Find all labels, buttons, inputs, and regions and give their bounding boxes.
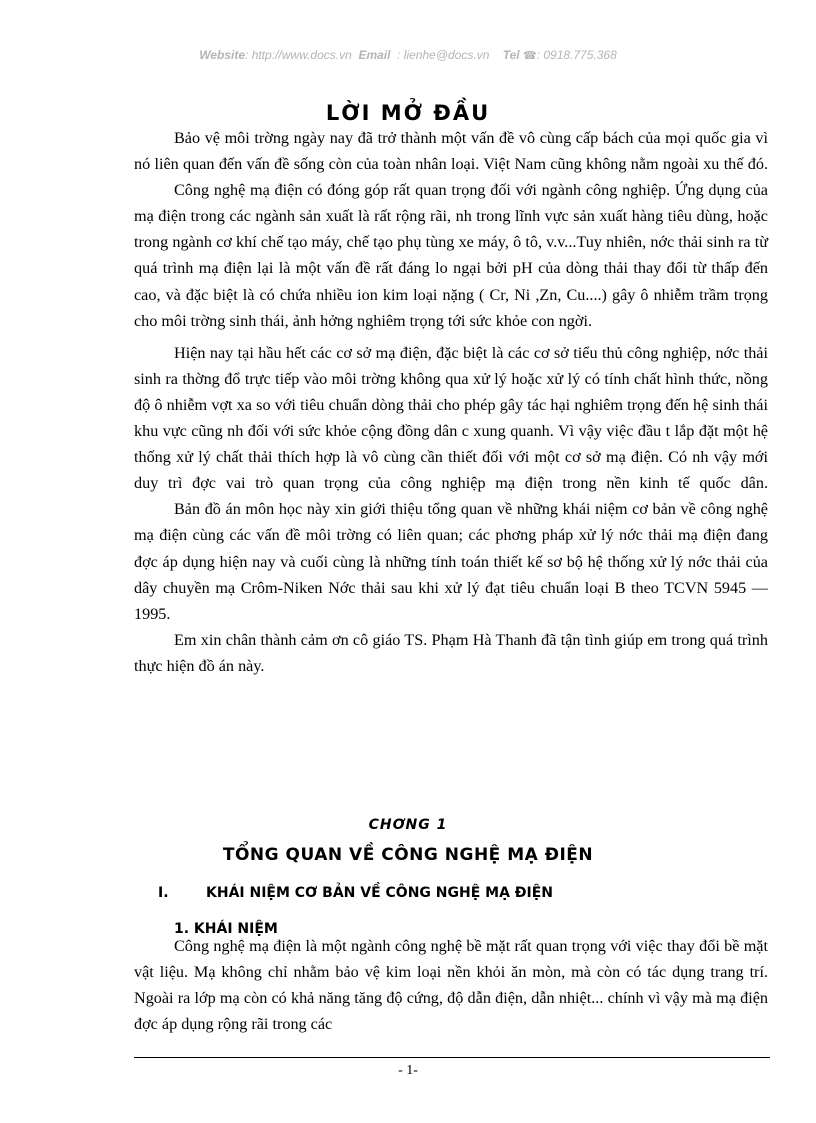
tel-label: Tel [502, 48, 520, 62]
intro-section [134, 125, 768, 679]
intro-paragraph-4: Bản đồ án môn học này xin giới thiệu tổng quan về những khái niệm cơ bản về công nghệ mạ điện cùng các vấn đề môi trờng có liên quan; các phơng pháp xử lý nớc thải mạ điện đang đợc áp dụng hiện nay và cuối cùng là những tính toán thiết kế sơ bộ hệ thống xử lý nớc thải của dây chuyền mạ Crôm-Niken Nớc thải sau khi xử lý đạt tiêu chuẩn loại B theo TCVN 5945 — 1995. [134, 500, 768, 623]
intro-paragraph-3: Hiện nay tại hầu hết các cơ sở mạ điện, đặc biệt là các cơ sở tiểu thủ công nghiệp, nớc thải sinh ra thờng đổ trực tiếp vào môi trờng không qua xử lý hoặc xử lý có tính chất hình thức, nồng độ ô nhiễm vợt xa so với tiêu chuẩn dòng thải cho phép gây tác hại nghiêm trọng đến hệ sinh thái khu vực cũng nh đối với sức khỏe cộng đồng dân c xung quanh. Vì vậy việc đầu t lắp đặt một hệ thống xử lý chất thải thích hợp là vô cùng cần thiết đối với một cơ sở mạ điện. Có nh vậy mới duy trì đợc vai trò quan trọng của công nghiệp mạ điện trong nền kinh tế quốc dân. [134, 343, 768, 493]
website-value[interactable]: : http://www.docs.vn [245, 48, 352, 62]
footer-divider [134, 1057, 770, 1058]
subsection-paragraph-1: Công nghệ mạ điện là một ngành công nghệ bề mặt rất quan trọng với việc thay đổi bề mặt vật liệu. Mạ không chỉ nhằm bảo vệ kim loại nền khỏi ăn mòn, mà còn có tác dụng trang trí. Ngoài ra lớp mạ còn có khả năng tăng độ cứng, độ dẫn điện, dẫn nhiệt... chính vì vậy mà mạ điện đợc áp dụng rộng rãi trong các [134, 937, 768, 1034]
page-number: - 1- [398, 1063, 418, 1078]
email-value[interactable]: : lienhe@docs.vn [393, 48, 490, 62]
section-title: KHÁI NIỆM CƠ BẢN VỀ CÔNG NGHỆ MẠ ĐIỆN [206, 885, 554, 901]
section-number: I. [158, 885, 169, 901]
page-header [0, 48, 816, 62]
email-label: Email [358, 48, 391, 62]
section-heading [158, 885, 553, 901]
document-title: LỜI MỞ ĐẦU [325, 101, 491, 125]
intro-paragraph-5: Em xin chân thành cảm ơn cô giáo TS. Phạm Hà Thanh đã tận tình giúp em trong quá trình thực hiện đồ án này. [134, 630, 768, 675]
intro-paragraph-1: Bảo vệ môi trờng ngày nay đã trở thành một vấn đề vô cùng cấp bách của mọi quốc gia vì nó liên quan đến vấn đề sống còn của toàn nhân loại. Việt Nam cũng không nằm ngoài xu thế đó. [134, 129, 768, 174]
chapter-label: CHƠNG 1 [368, 817, 448, 833]
website-label: Website [199, 48, 246, 62]
phone-icon: ☎ [522, 50, 537, 62]
chapter-title: TỔNG QUAN VỀ CÔNG NGHỆ MẠ ĐIỆN [222, 845, 594, 865]
intro-paragraph-2: Công nghệ mạ điện có đóng góp rất quan trọng đối với ngành công nghiệp. Ứng dụng của mạ điện trong các ngành sản xuất là rất rộng rãi, nh trong lĩnh vực sản xuất hàng tiêu dùng, hoặc trong ngành cơ khí chế tạo máy, chế tạo phụ tùng xe máy, ô tô, v.v...Tuy nhiên, nớc thải sinh ra từ quá trình mạ điện lại là một vấn đề rất đáng lo ngại bởi pH của dòng thải thay đổi từ thấp đến cao, và đặc biệt là có chứa nhiều ion kim loại nặng ( Cr, Ni ,Zn, Cu....) gây ô nhiễm trầm trọng cho môi trờng sinh thái, ảnh hởng nghiêm trọng tới sức khỏe con ngời. [134, 181, 768, 330]
tel-value: : 0918.775.368 [536, 48, 617, 62]
subsection-body [134, 933, 768, 1037]
subsection-heading: 1. KHÁI NIỆM [174, 921, 278, 937]
